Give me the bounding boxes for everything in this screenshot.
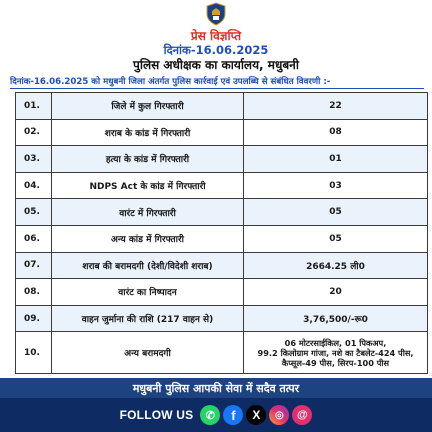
row-description: जिले में कुल गिरफ्तारी: [52, 93, 244, 120]
recovery-line: कैप्सूल-49 पीस, सिरप-100 पीस: [281, 357, 390, 368]
office-name: पुलिस अधीक्षक का कार्यालय, मधुबनी: [133, 58, 299, 72]
table-row: [16, 279, 428, 306]
row-description: वाहन जुर्माना की राशि (217 वाहन से): [52, 305, 244, 332]
row-description: शराब के कांड में गिरफ्तारी: [52, 119, 244, 146]
row-number: 07.: [16, 252, 52, 279]
table-row: [16, 252, 428, 279]
row-description: NDPS Act के कांड में गिरफ्तारी: [52, 172, 244, 199]
table-row: [16, 199, 428, 226]
row-value: 05: [244, 225, 428, 252]
row-description: हत्या के कांड में गिरफ्तारी: [52, 146, 244, 173]
row-description: अन्य कांड में गिरफ्तारी: [52, 225, 244, 252]
x-icon[interactable]: X: [246, 405, 266, 425]
row-number: 09.: [16, 305, 52, 332]
row-number: 08.: [16, 279, 52, 306]
row-value: 03: [244, 172, 428, 199]
statistics-table: [15, 92, 428, 374]
row-description: वारंट का निष्पादन: [52, 279, 244, 306]
table-row: [16, 332, 428, 374]
release-date: दिनांक-16.06.2025: [163, 43, 269, 57]
table-row: [16, 172, 428, 199]
row-value: 20: [244, 279, 428, 306]
facebook-icon[interactable]: f: [223, 405, 243, 425]
follow-us-label: FOLLOW US: [119, 408, 194, 422]
row-number: 06.: [16, 225, 52, 252]
table-row: [16, 146, 428, 173]
row-number: 04.: [16, 172, 52, 199]
row-value: 01: [244, 146, 428, 173]
report-subtitle: दिनांक-16.06.2025 को मधुबनी जिला अंतर्गत पुलिस कार्रवाई एवं उपलब्धि से संबंधित विवरणी :-: [10, 76, 424, 89]
row-number: 10.: [16, 332, 52, 374]
slogan-banner: मधुबनी पुलिस आपकी सेवा में सदैव तत्पर: [0, 378, 432, 398]
row-number: 05.: [16, 199, 52, 226]
row-number: 03.: [16, 146, 52, 173]
threads-icon[interactable]: @: [292, 405, 312, 425]
table-row: [16, 119, 428, 146]
whatsapp-icon[interactable]: ✆: [200, 405, 220, 425]
row-number: 01.: [16, 93, 52, 120]
instagram-icon[interactable]: ◎: [269, 405, 289, 425]
row-value: 2664.25 ली0: [244, 252, 428, 279]
police-emblem-logo: [201, 2, 231, 32]
row-number: 02.: [16, 119, 52, 146]
row-value-multiline: [244, 332, 428, 374]
row-value: 22: [244, 93, 428, 120]
row-value: 08: [244, 119, 428, 146]
row-description: शराब की बरामदगी (देशी/विदेशी शराब): [52, 252, 244, 279]
social-footer: [0, 398, 432, 432]
table-row: [16, 225, 428, 252]
recovery-line: 99.2 किलोग्राम गांजा, नशे का टैबलेट-424 पीस,: [257, 347, 414, 358]
row-value: 3,76,500/-रू0: [244, 305, 428, 332]
press-release-title: प्रेस विज्ञप्ति: [190, 29, 242, 43]
row-description: वारंट में गिरफ्तारी: [52, 199, 244, 226]
row-description: अन्य बरामदगी: [52, 332, 244, 374]
table-row: [16, 93, 428, 120]
table-row: [16, 305, 428, 332]
shield-icon: [205, 2, 227, 26]
recovery-line: 06 मोटरसाईकिल, 01 पिकअप,: [284, 337, 387, 348]
row-value: 05: [244, 199, 428, 226]
